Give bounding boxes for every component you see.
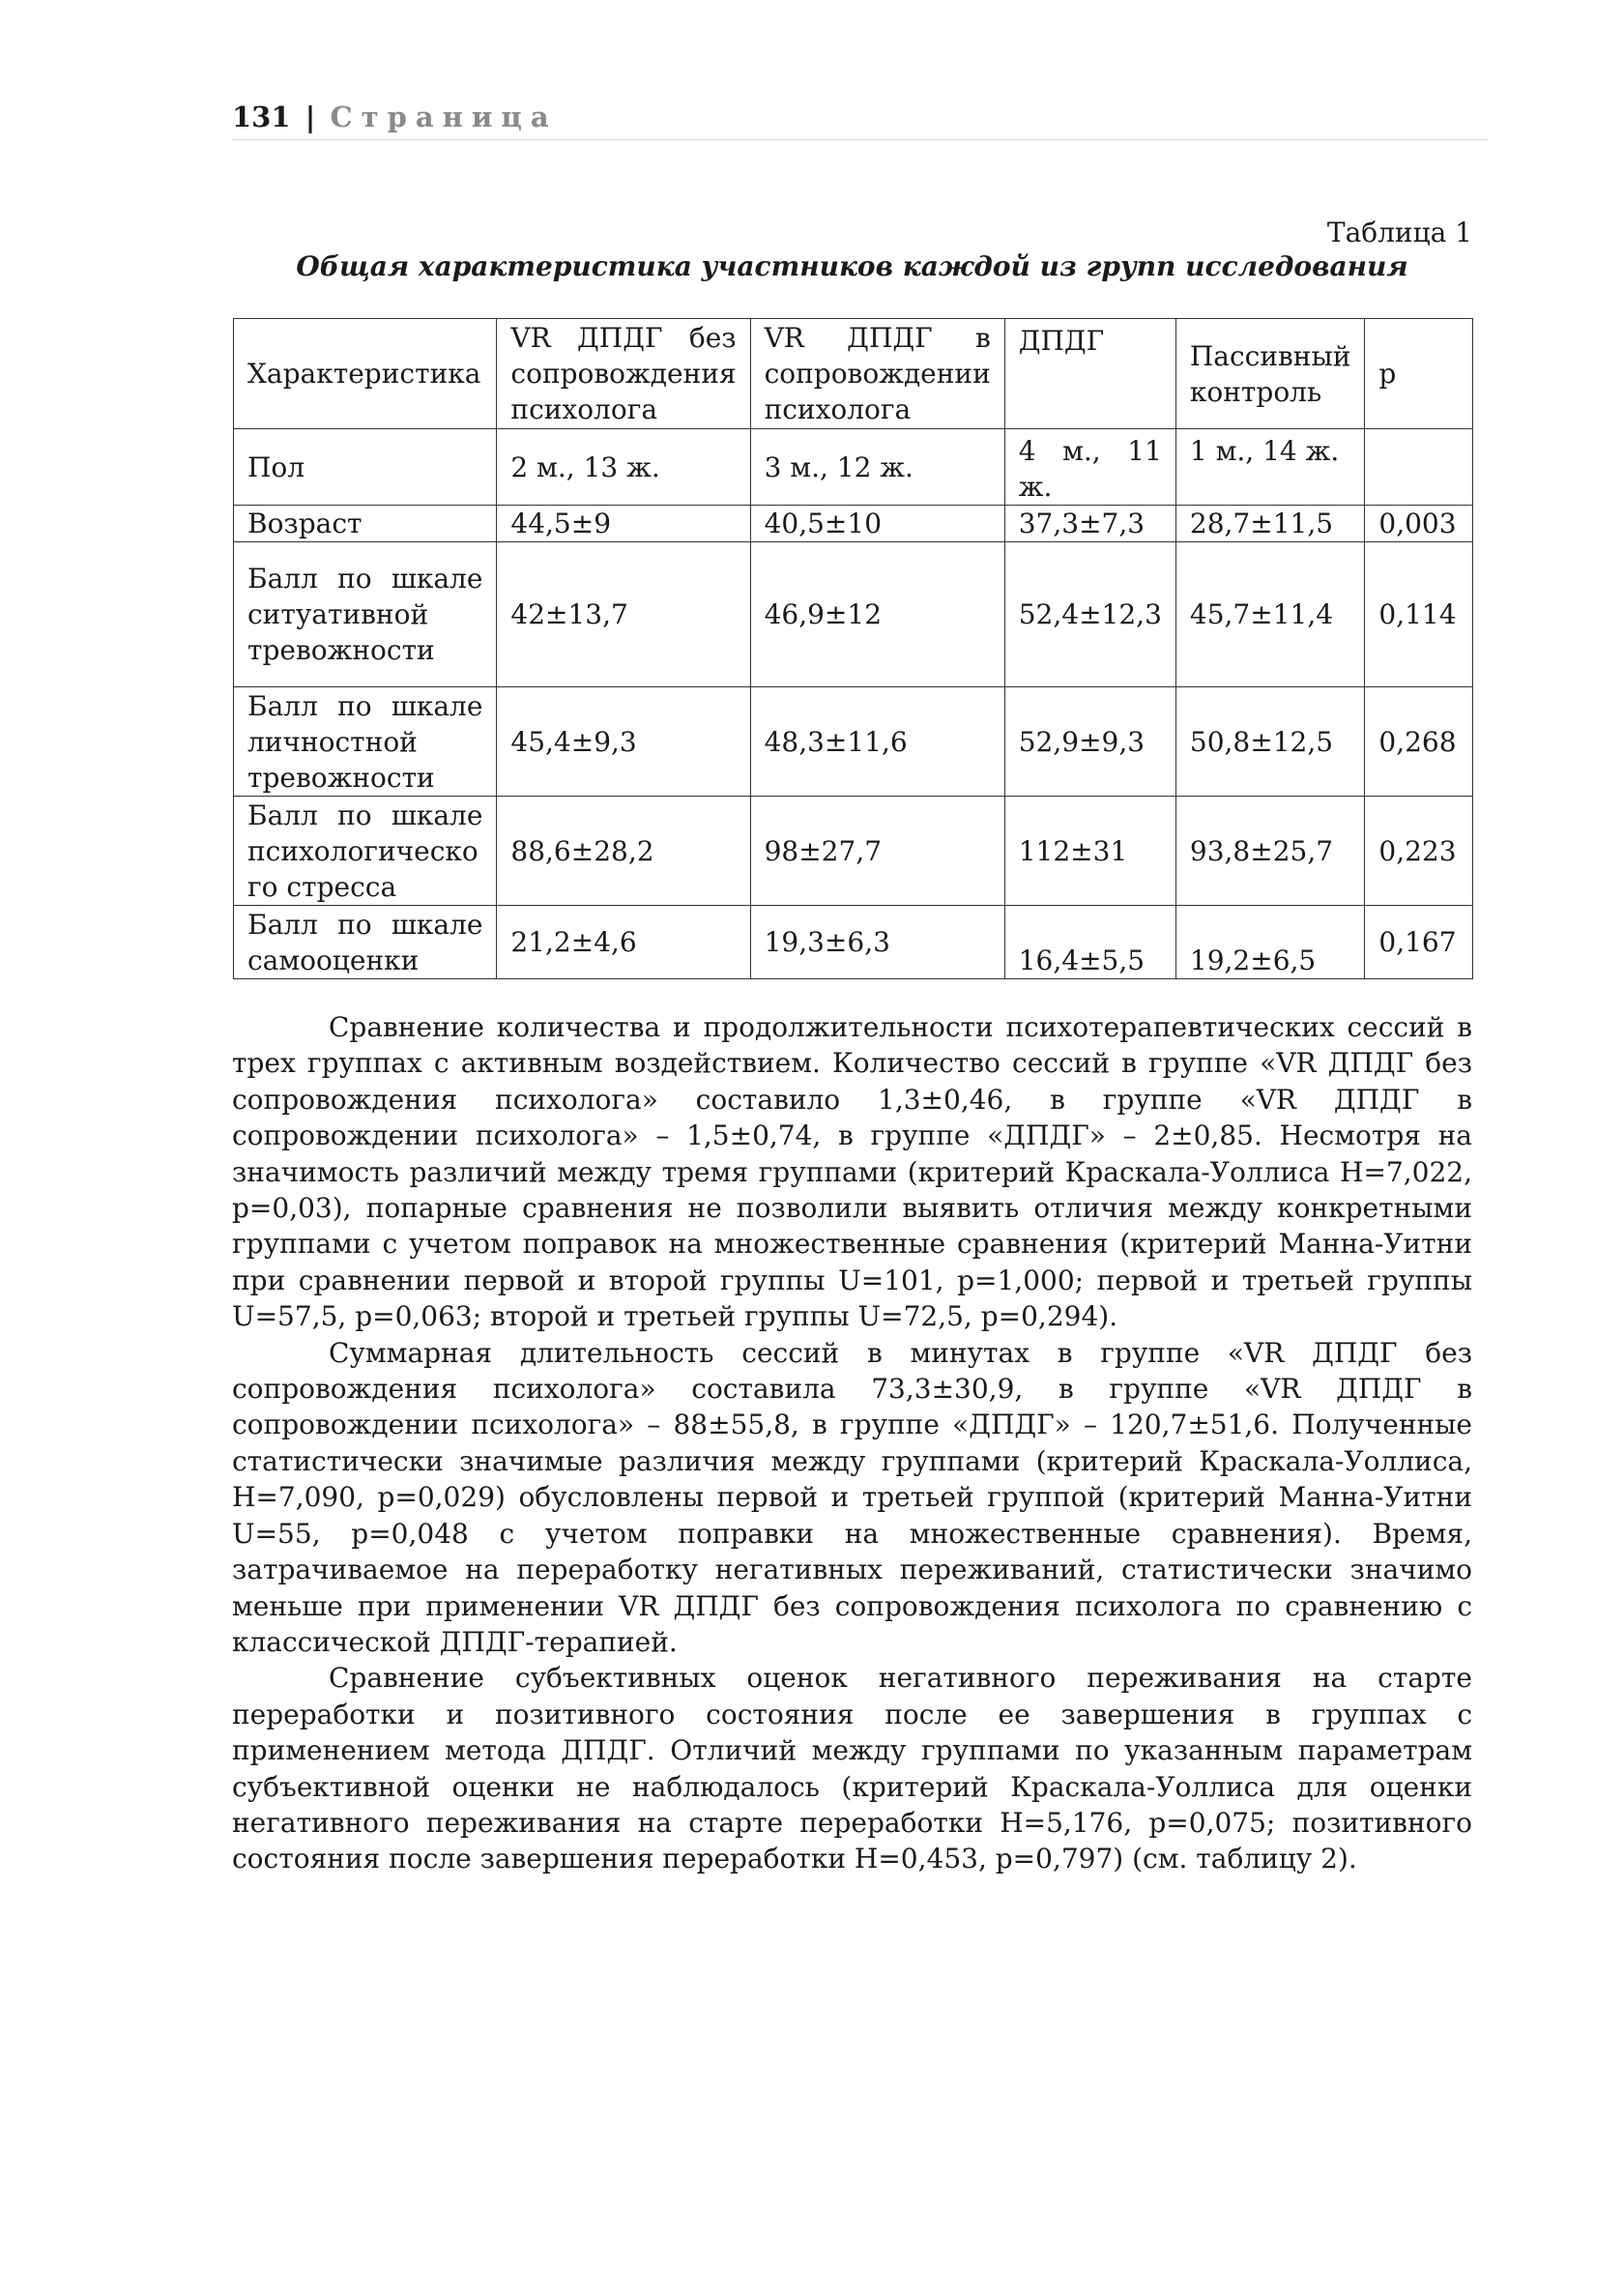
header-separator: | — [304, 101, 316, 133]
table-cell: 45,4±9,3 — [497, 687, 750, 797]
table-cell: 0,003 — [1365, 506, 1473, 542]
table-cell: 19,3±6,3 — [750, 906, 1004, 979]
table-title: Общая характеристика участников каждой из групп исследования — [296, 250, 1408, 282]
paragraph: Суммарная длительность сессий в минутах в группе «VR ДПДГ без сопровождения психолога» составила 73,3±30,9, в группе «VR ДПДГ в сопровождении психолога» – 88±55,8, в группе «ДПДГ» – 120,7±51,6. Полученные статистически значимые различия между группами (критерий Краскала-Уоллиса, H=7,090, p=0,029) обусловлены первой и третьей группой (критерий Манна-Уитни U=55, p=0,048 с учетом поправки на множественные сравнения). Время, затрачиваемое на переработку негативных переживаний, статистически значимо меньше при применении VR ДПДГ без сопровождения психолога по сравнению с классической ДПДГ-терапией. — [232, 1336, 1472, 1658]
column-header: Пассивный контроль — [1175, 319, 1365, 429]
table-cell: 4 м., 11 ж. — [1004, 429, 1175, 506]
paragraph: Сравнение субъективных оценок негативного переживания на старте переработки и позитивного состояния после ее завершения в группах с применением метода ДПДГ. Отличий между группами по указанным параметрам субъективной оценки не наблюдалось (критерий Краскала-Уоллиса для оценки негативного переживания на старте переработки H=5,176, p=0,075; позитивного состояния после завершения переработки H=0,453, p=0,797) (см. таблицу 2). — [232, 1662, 1472, 1875]
table-cell: 0,167 — [1365, 906, 1473, 979]
table-cell: 2 м., 13 ж. — [497, 429, 750, 506]
table-cell: 48,3±11,6 — [750, 687, 1004, 797]
table-cell: 42±13,7 — [497, 542, 750, 687]
column-header: p — [1365, 319, 1473, 429]
table-cell: 28,7±11,5 — [1175, 506, 1365, 542]
table-row — [234, 542, 1473, 687]
table-header-row — [234, 319, 1473, 429]
column-header: Характеристика — [234, 319, 497, 429]
table-cell: 21,2±4,6 — [497, 906, 750, 979]
column-header: ДПДГ — [1004, 319, 1175, 429]
table-row — [234, 429, 1473, 506]
table-cell: 37,3±7,3 — [1004, 506, 1175, 542]
column-header: VR ДПДГ без сопровождения психолога — [497, 319, 750, 429]
table-cell: Балл по шкале личностной тревожности — [234, 687, 497, 797]
table-cell: 3 м., 12 ж. — [750, 429, 1004, 506]
column-header: VR ДПДГ в сопровождении психолога — [750, 319, 1004, 429]
table-cell: 45,7±11,4 — [1175, 542, 1365, 687]
table-cell — [1365, 429, 1473, 506]
table-cell: 16,4±5,5 — [1004, 906, 1175, 979]
table-cell: 0,114 — [1365, 542, 1473, 687]
table-cell: 1 м., 14 ж. — [1175, 429, 1365, 506]
table-cell: 112±31 — [1004, 797, 1175, 906]
table-row — [234, 687, 1473, 797]
table-cell: Балл по шкале психологического стресса — [234, 797, 497, 906]
table-cell: Возраст — [234, 506, 497, 542]
table-cell: 98±27,7 — [750, 797, 1004, 906]
characteristics-table — [233, 318, 1473, 979]
table-row — [234, 506, 1473, 542]
table-cell: 52,9±9,3 — [1004, 687, 1175, 797]
table-cell: 93,8±25,7 — [1175, 797, 1365, 906]
table-label: Таблица 1 — [1326, 217, 1472, 248]
table-cell: 44,5±9 — [497, 506, 750, 542]
paragraph: Сравнение количества и продолжительности психотерапевтических сессий в трех группах с активным воздействием. Количество сессий в группе «VR ДПДГ без сопровождения психолога» составило 1,3±0,46, в группе «VR ДПДГ в сопровождении психолога» – 1,5±0,74, в группе «ДПДГ» – 2±0,85. Несмотря на значимость различий между тремя группами (критерий Краскала-Уоллиса H=7,022, p=0,03), попарные сравнения не позволили выявить отличия между конкретными группами с учетом поправок на множественные сравнения (критерий Манна-Уитни при сравнении первой и второй группы U=101, p=1,000; первой и третьей группы U=57,5, p=0,063; второй и третьей группы U=72,5, p=0,294). — [232, 1011, 1472, 1333]
page-word: Страница — [330, 101, 558, 133]
table-cell: 52,4±12,3 — [1004, 542, 1175, 687]
page-number: 131 — [232, 101, 291, 133]
table-cell: Пол — [234, 429, 497, 506]
table-row — [234, 906, 1473, 979]
table-cell: 40,5±10 — [750, 506, 1004, 542]
page-header — [232, 101, 1489, 140]
table-cell: 46,9±12 — [750, 542, 1004, 687]
table-cell: Балл по шкале самооценки — [234, 906, 497, 979]
table-row — [234, 797, 1473, 906]
table-cell: 0,268 — [1365, 687, 1473, 797]
table-cell: 19,2±6,5 — [1175, 906, 1365, 979]
table-cell: 0,223 — [1365, 797, 1473, 906]
body-text — [232, 1009, 1472, 1877]
table-cell: 88,6±28,2 — [497, 797, 750, 906]
table-cell: Балл по шкале ситуативной тревожности — [234, 542, 497, 687]
table-cell: 50,8±12,5 — [1175, 687, 1365, 797]
